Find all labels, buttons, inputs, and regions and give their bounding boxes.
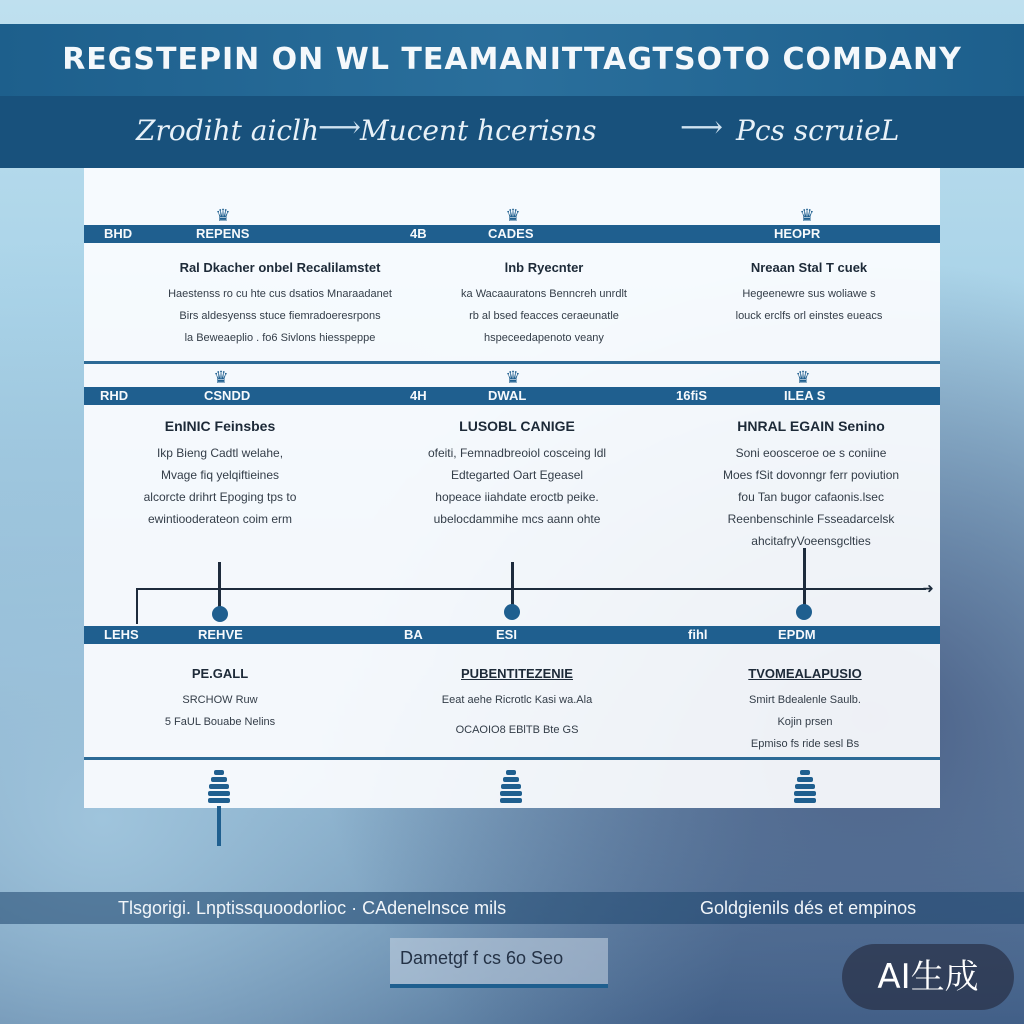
row-divider — [84, 757, 940, 760]
card-line: OCAOIO8 EBlTB Bte GS — [455, 724, 579, 736]
card-heading: TVOMEALAPUSIO — [748, 666, 862, 681]
band-label: BHD — [104, 226, 133, 241]
card-line: louck erclfs orl einstes eueacs — [735, 310, 883, 322]
crown-icon: ♛ — [795, 368, 811, 387]
timeline-stem — [218, 562, 221, 610]
timeline-marker — [796, 604, 812, 620]
band-label: 16fiS — [676, 388, 708, 403]
card-line: hopeace iiahdate eroctb peike. — [435, 490, 599, 504]
band-label: 4B — [410, 226, 427, 241]
timeline-stem — [803, 548, 806, 608]
arrow-icon: ⟶ — [318, 110, 362, 145]
band-label: REHVE — [198, 627, 243, 642]
row1-col1-card — [140, 260, 420, 349]
band-label: RHD — [100, 388, 129, 403]
row2-col1-card — [100, 418, 340, 530]
crown-icon: ♛ — [213, 368, 229, 387]
card-line: Birs aldesyenss stuce fiemradoeresrpons — [179, 310, 381, 322]
crown-icon: ♛ — [505, 368, 521, 387]
card-line: ubelocdammihe mcs aann ohte — [433, 512, 601, 526]
band-label: DWAL — [488, 388, 527, 403]
band-label: CSNDD — [204, 388, 251, 403]
card-line: Eeat aehe Ricrotlc Kasi wa.Ala — [441, 694, 593, 706]
ai-generated-badge: AI生成 — [842, 944, 1014, 1010]
band-label: 4H — [410, 388, 427, 403]
card-line: la Beweaeplio . fo6 Sivlons hiesspeppe — [184, 332, 376, 344]
row3-col1-card — [120, 666, 320, 733]
timeline-marker — [212, 606, 228, 622]
tower-icon — [208, 768, 230, 808]
card-line: Soni eoosceroe oe s coniine — [735, 446, 887, 460]
card-line: Reenbenschinle Fsseadarcelsk — [727, 512, 895, 526]
arrow-icon: ⟶ — [680, 110, 724, 145]
band-label: ILEA S — [784, 388, 826, 403]
card-line: hspeceedapenoto veany — [484, 332, 604, 344]
arrow-right-icon: ➜ — [922, 580, 934, 596]
card-line: rb al bsed feacces ceraeunatle — [469, 310, 619, 322]
card-line: ka Wacaauratons Benncreh unrdlt — [461, 288, 627, 300]
card-heading: PE.GALL — [191, 666, 249, 681]
card-line: fou Tan bugor cafaonis.lsec — [738, 490, 884, 504]
row1-band — [84, 225, 940, 243]
timeline-axis — [136, 588, 926, 590]
band-label: fihl — [688, 627, 708, 642]
subtitle-middle: Mucent hcerisns — [360, 114, 597, 147]
timeline-stem — [511, 562, 514, 608]
card-line: alcorcte drihrt Epoging tps to — [143, 490, 297, 504]
card-line: Haestenss ro cu hte cus dsatios Mnaraadanet — [168, 288, 392, 300]
card-heading: EnINIC Feinsbes — [164, 418, 276, 434]
card-line: ofeiti, Femnadbreoiol cosceing ldl — [427, 446, 607, 460]
timeline-left-stub — [136, 588, 138, 624]
card-line: ewintiooderateon coim erm — [147, 512, 293, 526]
subtitle-bar — [0, 96, 1024, 168]
row1-col2-card — [424, 260, 664, 349]
row3-col2-card — [392, 666, 642, 741]
band-label: REPENS — [196, 226, 250, 241]
footer-left: Tlsgorigi. Lnptissquoodorlioc · CAdenelnsce mils — [118, 898, 507, 918]
crown-icon: ♛ — [799, 206, 815, 225]
subtitle-left: Zrodiht aiclh — [136, 114, 320, 147]
card-heading: LUSOBL CANIGE — [459, 418, 575, 434]
row1-col3-card — [706, 260, 912, 327]
footer-right: Goldgienils dés et empinos — [700, 898, 917, 918]
band-label: ESI — [496, 627, 517, 642]
row2-col2-card — [392, 418, 642, 530]
subtitle-right: Pcs scruieL — [736, 114, 900, 147]
poster-title: REGSTEPIN ON WL TEAMANITTAGTSOTO COMDANY — [0, 24, 1024, 96]
card-line: 5 FaUL Bouabe Nelins — [164, 716, 276, 728]
card-heading: PUBENTITEZENIE — [461, 666, 573, 681]
card-line: Moes fSit dovonngr ferr poviution — [722, 468, 900, 482]
card-line: Hegeenewre sus woliawe s — [742, 288, 876, 300]
row2-band — [84, 387, 940, 405]
card-heading: Nreaan Stal T cuek — [750, 260, 868, 275]
tower-icon — [794, 768, 816, 808]
band-label: CADES — [488, 226, 534, 241]
card-line: Edtegarted Oart Egeasel — [450, 468, 584, 482]
timeline-marker — [504, 604, 520, 620]
band-label: HEOPR — [774, 226, 821, 241]
footer-box — [390, 938, 608, 988]
card-line: ahcitafryVoeensgclties — [751, 534, 871, 548]
card-line: Epmiso fs ride sesl Bs — [750, 738, 860, 750]
tower-icon — [500, 768, 522, 808]
band-label: EPDM — [778, 627, 816, 642]
card-heading: Ral Dkacher onbel Recalilamstet — [179, 260, 381, 275]
card-line: Ikp Bieng Cadtl welahe, — [156, 446, 284, 460]
footer-box-label: Dametgf f cs 6o Seo — [400, 948, 564, 968]
row3-col3-card — [700, 666, 910, 755]
card-line: SRCHOW Ruw — [182, 694, 258, 706]
card-heading: HNRAL EGAIN Senino — [737, 418, 885, 434]
card-line: Mvage fiq yelqiftieines — [160, 468, 280, 482]
tower-stem — [217, 806, 221, 846]
crown-icon: ♛ — [505, 206, 521, 225]
band-label: LEHS — [104, 627, 139, 642]
row-divider — [84, 361, 940, 364]
card-line: Kojin prsen — [777, 716, 833, 728]
crown-icon: ♛ — [215, 206, 231, 225]
band-label: BA — [404, 627, 423, 642]
row2-col3-card — [698, 418, 924, 552]
card-line: Smirt Bdealenle Saulb. — [749, 694, 861, 706]
row3-band — [84, 626, 940, 644]
card-heading: lnb Ryecnter — [504, 260, 584, 275]
